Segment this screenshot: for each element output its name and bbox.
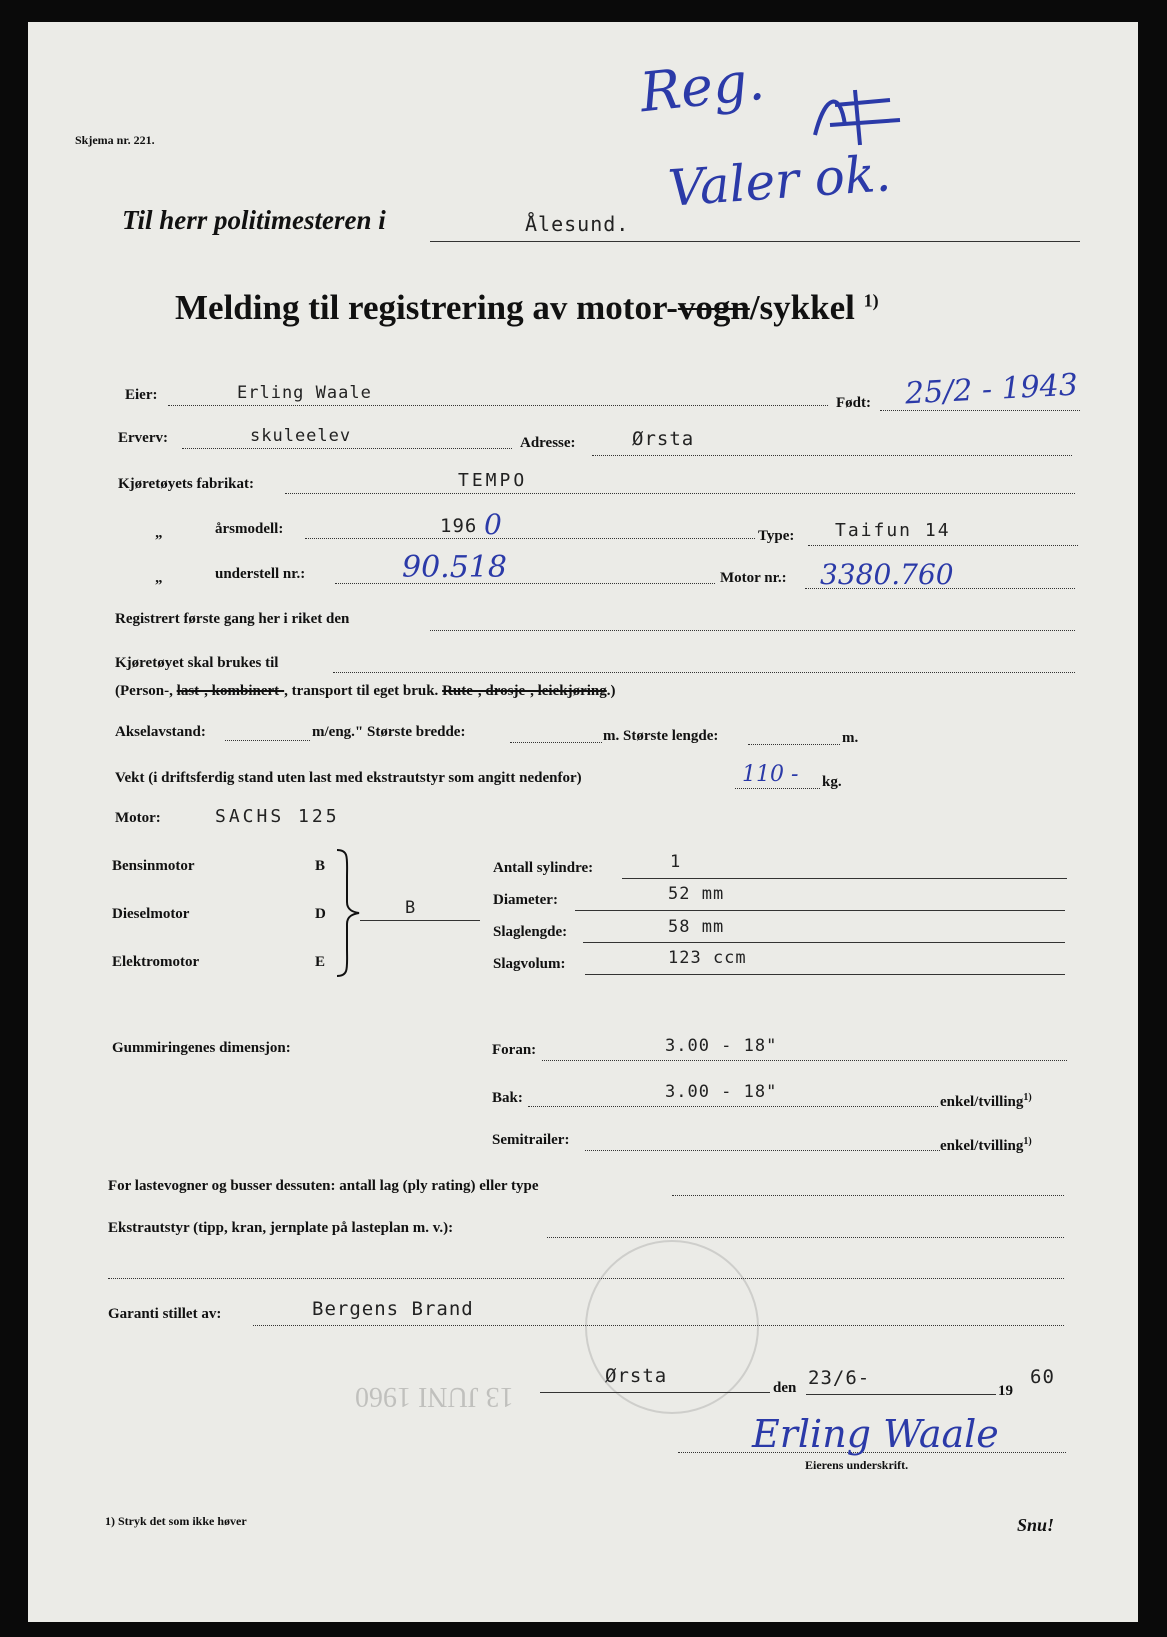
rear-value: 3.00 - 18" (665, 1082, 778, 1102)
motor-no-label: Motor nr.: (720, 570, 787, 586)
wheelbase-label: Akselavstand: (115, 724, 206, 740)
front-line (542, 1060, 1067, 1061)
place-line (540, 1392, 770, 1393)
weight-value: 110 - (742, 762, 799, 787)
ply-label: For lastevogner og busser dessuten: antall lag (ply rating) eller type (108, 1178, 539, 1194)
make-label: Kjøretøyets fabrikat: (118, 476, 254, 492)
guarantee-value: Bergens Brand (312, 1298, 474, 1320)
frame-label: understell nr.: (215, 566, 306, 582)
equipment-label: Ekstrautstyr (tipp, kran, jernplate på lasteplan m. v.): (108, 1220, 454, 1236)
model-year-label: årsmodell: (215, 521, 284, 537)
type-label: Type: (758, 528, 795, 544)
year-prefix: 19 (998, 1383, 1013, 1399)
volume-value: 123 ccm (668, 948, 747, 968)
form-title (175, 288, 879, 328)
occupation-label: Erverv: (118, 430, 168, 446)
usage-label: Kjøretøyet skal brukes til (115, 655, 279, 671)
usage-opt-close: .) (606, 683, 616, 699)
rear-suffix (940, 1092, 1032, 1111)
cylinders-line (622, 878, 1067, 879)
usage-opt-struck-1: last-, kombinert- (176, 683, 285, 699)
electric-label: Elektromotor (112, 954, 200, 970)
usage-opt-person: (Person-, (115, 683, 177, 699)
volume-line (585, 974, 1065, 975)
length-unit: m. (842, 730, 859, 746)
stamp-date: 13 JUNI 1960 (355, 1381, 514, 1412)
electric-code: E (315, 954, 326, 970)
make-value: TEMPO (458, 470, 528, 491)
rear-label: Bak: (492, 1090, 523, 1106)
owner-signature: Erling Waale (752, 1412, 999, 1456)
addressee-label: Til herr politimesteren i (122, 205, 386, 235)
wheelbase-unit: m/eng." Største bredde: (312, 724, 466, 740)
cylinders-label: Antall sylindre: (493, 860, 594, 876)
address-line (592, 455, 1072, 456)
stroke-value: 58 mm (668, 917, 725, 937)
form-sheet (28, 22, 1138, 1622)
model-year-line (305, 538, 755, 539)
faded-stamp (585, 1240, 759, 1414)
date-line (806, 1394, 996, 1395)
semitrailer-footnote-mark: 1) (1023, 1136, 1032, 1147)
stroke-label: Slaglengde: (493, 924, 568, 940)
first-reg-label: Registrert første gang her i riket den (115, 611, 350, 627)
motor-label: Motor: (115, 810, 161, 826)
tires-label: Gummiringenes dimensjon: (112, 1040, 291, 1056)
form-number: Skjema nr. 221. (75, 133, 155, 147)
diameter-label: Diameter: (493, 892, 558, 908)
first-reg-line (430, 630, 1075, 631)
title-main: Melding til registrering av motor- (175, 288, 678, 327)
rear-suffix-text: enkel/tvilling (940, 1094, 1024, 1110)
equipment-line (547, 1237, 1064, 1238)
front-label: Foran: (492, 1042, 537, 1058)
owner-value: Erling Waale (237, 383, 372, 403)
type-line (808, 545, 1078, 546)
ply-line (672, 1195, 1064, 1196)
address-label: Adresse: (520, 435, 576, 451)
usage-line (333, 672, 1075, 673)
engine-brace (333, 848, 363, 978)
handwritten-note-reg: Reg. (637, 48, 768, 125)
semitrailer-line (585, 1150, 940, 1151)
wheelbase-line (225, 740, 310, 741)
frame-line (335, 583, 715, 584)
width-line (510, 742, 602, 743)
diesel-label: Dieselmotor (112, 906, 190, 922)
owner-label: Eier: (125, 387, 158, 403)
ditto-1: „ (155, 525, 163, 541)
addressee-value: Ålesund. (525, 212, 630, 236)
sign-place: Ørsta (605, 1365, 668, 1387)
title-struck: vogn (677, 288, 750, 327)
petrol-code: B (315, 858, 326, 874)
year-suffix: 60 (1030, 1366, 1055, 1388)
den-label: den (773, 1380, 797, 1396)
semitrailer-suffix (940, 1136, 1032, 1155)
equipment-line-2 (108, 1278, 1064, 1279)
born-label: Født: (836, 395, 871, 411)
ditto-2: „ (155, 570, 163, 586)
weight-unit: kg. (822, 774, 842, 790)
engine-code-line (360, 920, 480, 921)
semitrailer-suffix-text: enkel/tvilling (940, 1138, 1024, 1154)
address-value: Ørsta (632, 428, 695, 450)
handwritten-note-valer: Valer ok. (666, 144, 893, 218)
front-value: 3.00 - 18" (665, 1036, 778, 1056)
addressee-line (430, 241, 1080, 242)
diameter-line (575, 910, 1065, 911)
owner-line (168, 405, 828, 406)
born-value: 25/2 - 1943 (904, 367, 1079, 412)
rear-footnote-mark: 1) (1023, 1092, 1032, 1103)
length-line (748, 744, 840, 745)
title-sup: 1) (863, 290, 879, 311)
model-year-hand: 0 (484, 508, 502, 541)
title-end: /sykkel (749, 288, 855, 327)
guarantee-label: Garanti stillet av: (108, 1306, 222, 1322)
cylinders-value: 1 (670, 852, 682, 872)
engine-selected-code: B (405, 898, 417, 918)
semitrailer-label: Semitrailer: (492, 1132, 570, 1148)
petrol-label: Bensinmotor (112, 858, 195, 874)
usage-options (115, 683, 616, 700)
motor-value: SACHS 125 (215, 806, 340, 827)
model-year-value: 196 (440, 515, 478, 537)
handwritten-scribble (800, 80, 910, 150)
volume-label: Slagvolum: (493, 956, 566, 972)
usage-opt-struck-2: Rute-, drosje-, leiekjøring (442, 683, 607, 699)
usage-opt-own: , transport til eget bruk. (284, 683, 443, 699)
diesel-code: D (315, 906, 326, 922)
footnote: 1) Stryk det som ikke høver (105, 1514, 247, 1528)
occupation-value: skuleelev (250, 426, 352, 446)
sign-date: 23/6- (808, 1367, 871, 1389)
type-value: Taifun 14 (835, 520, 951, 541)
occupation-line (182, 448, 512, 449)
motor-no-value: 3380.760 (820, 558, 954, 591)
make-line (285, 493, 1075, 494)
guarantee-line (253, 1325, 1064, 1326)
frame-value: 90.518 (402, 550, 507, 585)
rear-line (528, 1106, 938, 1107)
weight-line (735, 788, 820, 789)
width-unit: m. Største lengde: (603, 728, 719, 744)
signature-label: Eierens underskrift. (805, 1458, 909, 1472)
diameter-value: 52 mm (668, 884, 725, 904)
turn-over: Snu! (1017, 1515, 1055, 1535)
stroke-line (583, 942, 1065, 943)
weight-label: Vekt (i driftsferdig stand uten last med ekstrautstyr som angitt nedenfor) (115, 770, 582, 786)
